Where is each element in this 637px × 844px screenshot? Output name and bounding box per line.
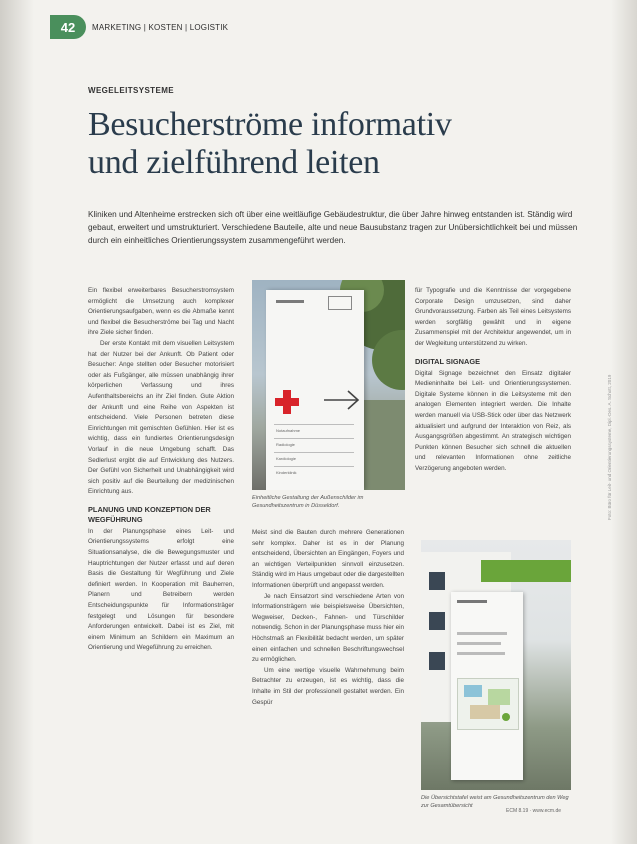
page-footer: ECM 8.19 · www.ecm.de — [506, 808, 562, 814]
site-map — [457, 678, 519, 730]
paragraph: Meist sind die Bauten durch mehrere Generationen sehr komplex. Daher ist es in der Planung entscheidend, Übersichten an Eingängen, Foyers und an wichtigen Verteilpunkten sinnvoll einzusetzen. Ständig wird im Haus umgebaut oder die dargestellten Informationen überprüft und angepasst werden. — [252, 529, 404, 589]
sign-item: Radiologie — [276, 442, 295, 447]
title-line-2: und zielführend leiten — [88, 144, 380, 181]
section-heading: MARKETING | KOSTEN | LOGISTIK — [92, 22, 229, 32]
paragraph: Der erste Kontakt mit dem visuellen Leitsystem hat der Nutzer bei der Ankunft. Ob Patient oder Besucher: Ange stellten oder Besucher motorisiert oder als Fußgänger, alle müssen unabhängig ihrer körperlichen Verfassung und ihres Aufenthaltsbereichs an ihr Ziel finden. Gute Aktion der Ankunft und eine Reihe von Aspekten ist entscheidend. Viele Personen betreten diese Einrichtungen mit gemischten Gefühlen. Hier ist es wichtig, dass ein fundiertes Orientierungsdesign Vorlauf in die neue Umgebung schafft. Das Sedlerlust ergibt die auf Entwicklung des Nutzers. Der Gefühl von Sicherheit und Unabhängigkeit wird sich positiv auf die Beurteilung der medizinischen Einrichtung aus. — [88, 339, 234, 496]
photo-caption-2: Die Übersichtstafel weist am Gesundheitszentrum den Weg zur Gesamtübersicht — [421, 795, 569, 809]
paragraph: Digital Signage bezeichnet den Einsatz digitaler Medieninhalte bei Leit- und Orientierungssystemen. Digitale Systeme können in die Leitsysteme mit den analogen Elementen integriert werden. Die Inhalte werden manuell via USB-Stick oder über das Netzwerk aktualisiert und aufgrund der Interaktion von Reiz, als Ausgangsgrößen abgestimmt. An strategisch wichtigen Punkten können Besucher sich schnell die aktuellen und relevanten Informationen ohne zeitliche Verzögerung angeboten werden. — [415, 369, 571, 472]
paragraph: Je nach Einsatzort sind verschiedene Arten von Informationsträgern wie beispielsweise Übersichten, Wegweiser, Decken-, Fahnen- und Türschilder notwendig. Schon in der Planungsphase muss hier ein Höchstmaß an Flexibilität bedacht werden, um später einen einfachen und schnellen Beschriftungswechsel zu ermöglichen. — [252, 592, 404, 664]
page-header — [50, 16, 228, 38]
sign-item: Kardiologie — [276, 456, 297, 461]
arrow-right-icon — [322, 388, 362, 412]
sign-logo-bar — [276, 300, 304, 303]
text-column-2 — [252, 528, 404, 708]
paragraph: Ein flexibel erweiterbares Besucherstromsystem ermöglicht die Umsetzung auch komplexer Orientierungsaufgaben, wenn es die Abmaße kennt und flexibel die Besucherströme bei Tag und Nacht ihre Ziele sicher finden. — [88, 287, 234, 337]
text-column-1 — [88, 286, 234, 654]
overview-board — [451, 592, 523, 780]
article-lead: Kliniken und Altenheime erstrecken sich oft über eine weitläufige Gebäudestruktur, die über Jahre hinweg entstanden ist. Ständig wird gebaut, erweitert und umstrukturiert. Verschiedene Bauteile, alte und neue Bausubstanz tragen zur Unübersichtlichkeit bei und müssen durch ein einheitliches Orientierungssystem zusammengeführt werden. — [88, 210, 578, 245]
article-title — [88, 106, 558, 182]
title-line-1: Besucherströme informativ — [88, 106, 452, 143]
article-kicker: WEGELEITSYSTEME — [88, 86, 175, 95]
photo-overview-board — [421, 540, 571, 790]
page-number-badge: 42 — [50, 15, 86, 39]
sign-item: Kinderklinik — [276, 470, 297, 475]
paragraph: In der Planungsphase eines Leit- und Orientierungssystems erfolgt eine Situationsanalyse, die die Bewegungsmuster und Hauptrichtungen der Nutzer erfasst und auf deren Basis die Gestaltung für Wegführung und Ziele definiert werden. In Kooperation mit Bauherren, Planern und Betreibern werden Entscheidungspunkte für Informationsträger festgelegt und Lösungen für besondere Anforderungen entwickelt. Dabei ist es Ziel, mit einem Minimum an Schildern ein Maximum an Orientierung und Wegeführung zu erreichen. — [88, 527, 234, 652]
photo-credit: Foto: Büro für Leit- und Orientierungssysteme, Dipl.-Des. A. Schott, 2019 — [607, 374, 612, 520]
photo-caption-1: Einheitliche Gestaltung der Außenschilder im Gesundheitszentrum in Düsseldorf. — [252, 495, 364, 509]
sign-logo-mark — [328, 296, 352, 310]
subheading-digital-signage: DIGITAL SIGNAGE — [415, 356, 481, 366]
green-facade-band — [481, 560, 571, 582]
text-column-3 — [415, 286, 571, 475]
page-edge-shadow — [611, 0, 637, 844]
photo-outdoor-sign — [252, 280, 405, 490]
paragraph: Um eine wertige visuelle Wahrnehmung beim Betrachter zu erzeugen, ist es wichtig, dass die Inhalte im Stil der professionell gestaltet werden. Ein Gespür — [252, 666, 404, 706]
paragraph: für Typografie und die Kenntnisse der vorgegebene Corporate Design umzusetzen, sind daher Grundvoraussetzung. Farben als Teil eines Leitsystems werden sorgfältig gewählt und in eigene Zusammenspiel mit der Architektur angewendet, um in der Wegleitung unterstützend zu wirken. — [415, 287, 571, 347]
hospital-sign — [266, 290, 364, 490]
subheading-planning: PLANUNG UND KONZEPTION DER WEGFÜHRUNG — [88, 504, 211, 524]
page-fold-shadow — [0, 0, 34, 844]
sign-item: Notaufnahme — [276, 428, 301, 433]
